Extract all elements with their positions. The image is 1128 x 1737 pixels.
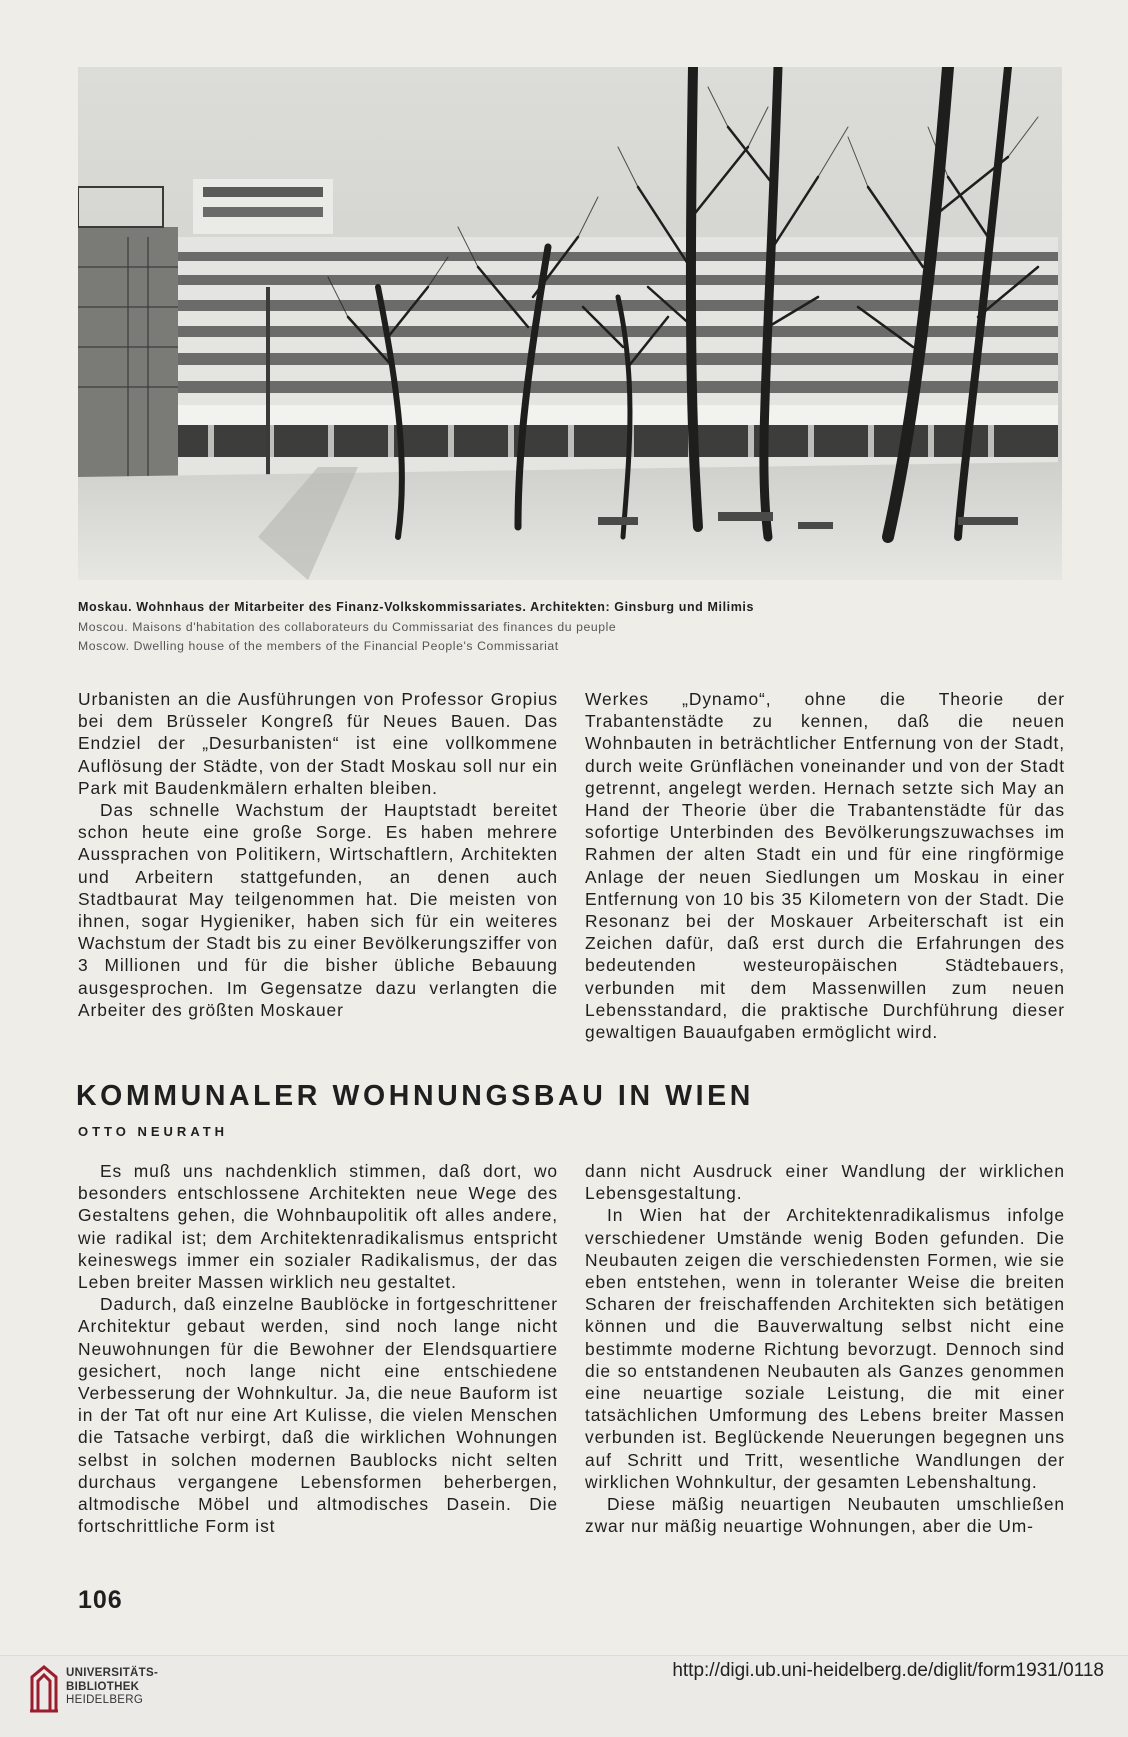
- section1-left-column: [78, 688, 558, 1021]
- paragraph: Es muß uns nachdenklich stimmen, daß dort, wo besonders entschlossene Architekten neue Wege des Gestaltens gehen, die Wohnbaupolitik oft alles andere, wie radikal ist; dem Architektenradikalismus entspricht keineswegs immer ein sozialer Radikalismus, der das Leben breiter Massen wirklich neu gestaltet.: [78, 1161, 558, 1293]
- section1-right-column: [585, 688, 1065, 1043]
- library-line: UNIVERSITÄTS-: [66, 1667, 159, 1679]
- article-author: OTTO NEURATH: [78, 1124, 229, 1139]
- paragraph: In Wien hat der Architektenradikalismus infolge verschiedener Umstände wenig Boden gefunden. Die Neubauten zeigen die verschiedensten Formen, wie sie eben entstehen, wenn in toleranter Weise die breiten Scharen der freischaffenden Architekten sich betätigen können und die Bauverwaltung selbst nicht eine bestimmte moderne Richtung bevorzugt. Dennoch sind die so entstandenen Neubauten als Ganzes genommen eine neuartige soziale Leistung, die mit einer tatsächlichen Umformung des Lebens breiter Massen verbunden ist. Beglückende Neuerungen begegnen uns auf Schritt und Tritt, wesentliche Wandlungen der wirklichen Wohnkultur, der gesamten Lebenshaltung.: [585, 1205, 1065, 1492]
- library-logo-icon: [28, 1663, 60, 1715]
- article-left-column: [78, 1160, 558, 1537]
- article-title: KOMMUNALER WOHNUNGSBAU IN WIEN: [76, 1080, 754, 1112]
- paragraph: Diese mäßig neuartigen Neubauten umschließen zwar nur mäßig neuartige Wohnungen, aber die Um-: [585, 1494, 1065, 1537]
- photograph-building: [78, 67, 1062, 580]
- paragraph: Dadurch, daß einzelne Baublöcke in fortgeschrittener Architektur gebaut werden, sind noch lange nicht Neuwohnungen für die Bewohner der Elendsquartiere gesichert, noch lange nicht eine entschiedene Verbesserung der Wohnkultur. Ja, die neue Bauform ist in der Tat oft nur eine Art Kulisse, die vielen Menschen die Tatsache verbirgt, daß die wirklichen Wohnungen selbst in solchen modernen Baublocks nicht selten durchaus vergangene Lebensformen beherbergen, altmodische Möbel und altmodisches Dasein. Die fortschrittliche Form ist: [78, 1294, 558, 1537]
- library-line: HEIDELBERG: [66, 1694, 144, 1706]
- permalink[interactable]: http://digi.ub.uni-heidelberg.de/diglit/form1931/0118: [672, 1660, 1104, 1681]
- library-line: BIBLIOTHEK: [66, 1680, 140, 1693]
- caption-german: Moskau. Wohnhaus der Mitarbeiter des Finanz-Volkskommissariates. Architekten: Ginsburg und Milimis: [78, 600, 755, 614]
- article-right-column: [585, 1160, 1065, 1537]
- caption-english: Moscow. Dwelling house of the members of the Financial People's Commissariat: [78, 639, 559, 653]
- paragraph: dann nicht Ausdruck einer Wandlung der wirklichen Lebensgestaltung.: [585, 1161, 1065, 1204]
- paragraph: Das schnelle Wachstum der Hauptstadt bereitet schon heute eine große Sorge. Es haben mehrere Aussprachen von Politikern, Wirtschaftlern, Architekten und Arbeitern stattgefunden, an denen auch Stadtbaurat May teilgenommen hat. Die meisten von ihnen, sogar Hygieniker, haben sich für ein weiteres Wachstum der Stadt bis zu einer Bevölkerungsziffer von 3 Millionen und für die bisher übliche Bebauung ausgesprochen. Im Gegensatze dazu verlangten die Arbeiter des größten Moskauer: [78, 800, 558, 1020]
- paragraph: Urbanisten an die Ausführungen von Professor Gropius bei dem Brüsseler Kongreß für Neues Bauen. Das Endziel der „Desurbanisten“ ist eine vollkommene Auflösung der Städte, von der Stadt Moskau soll nur ein Park mit Baudenkmälern erhalten bleiben.: [78, 689, 558, 798]
- paragraph: Werkes „Dynamo“, ohne die Theorie der Trabantenstädte zu kennen, daß die neuen Wohnbauten in beträchtlicher Entfernung von der Stadt, durch weite Grünflächen voneinander und von der Stadt getrennt, angelegt werden. Hernach setzte sich May an Hand der Theorie über die Trabantenstädte für das sofortige Unterbinden des Bevölkerungszuwachses im Rahmen der alten Stadt ein und für eine ringförmige Anlage der neuen Siedlungen um Moskau in einer Entfernung von 10 bis 35 Kilometern von der Stadt. Die Resonanz bei der Moskauer Arbeiterschaft ist ein Zeichen dafür, daß erst durch die Erfahrungen des bedeutenden westeuropäischen Städtebauers, verbunden mit dem Massenwillen zum neuen Lebensstandard, die praktische Durchführung dieser gewaltigen Bauaufgaben ermöglicht wird.: [585, 689, 1065, 1043]
- library-name: [66, 1667, 158, 1708]
- page-number: 106: [78, 1586, 123, 1614]
- photo-illustration: [78, 67, 1062, 580]
- photo-caption: [78, 598, 1068, 657]
- caption-french: Moscou. Maisons d'habitation des collaborateurs du Commissariat des finances du peuple: [78, 619, 617, 634]
